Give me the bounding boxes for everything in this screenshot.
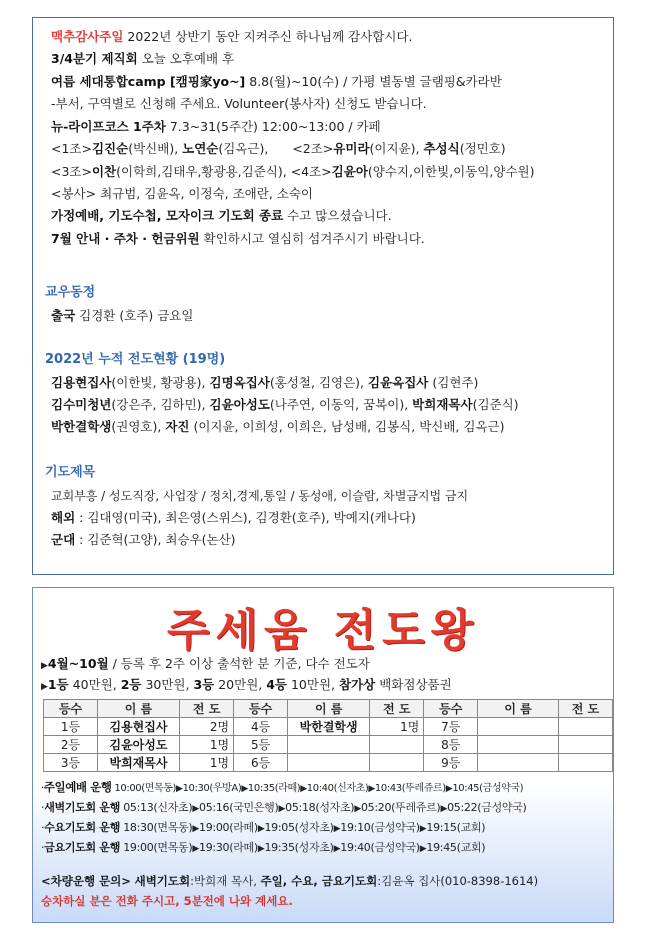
table-cell: 2명 xyxy=(180,718,234,736)
dawn-bus-label: 새벽기도회 운행 xyxy=(44,801,121,814)
group-4-leader: 김윤아 xyxy=(331,164,368,179)
table-header-cell: 등수 xyxy=(234,700,288,718)
table-cell: 김윤아성도 xyxy=(97,736,179,754)
life-course-text: 7.3~31(5주간) 12:00~13:00 / 카페 xyxy=(165,119,381,134)
table-cell: 8등 xyxy=(424,736,478,754)
closing-text: 수고 많으셨습니다. xyxy=(283,208,392,223)
triangle-right-icon: ▶ xyxy=(257,824,265,834)
evangelist-note: (이지윤, 이희성, 이희은, 남성배, 김봉식, 박신배, 김옥근) xyxy=(189,419,505,434)
table-cell: 1명 xyxy=(180,736,234,754)
dawn-bus-line xyxy=(41,799,527,815)
prayer-overseas xyxy=(51,509,416,527)
camp-line-2 xyxy=(51,95,427,113)
group-4-label: <4조> xyxy=(290,164,332,179)
evangelist-note: (나주연, 이동익, 꿈복이), xyxy=(269,397,413,412)
prayer-title: 기도제목 xyxy=(45,465,96,480)
king-title: 주세움 전도왕 xyxy=(166,605,480,656)
table-cell: 1등 xyxy=(44,718,98,736)
table-cell xyxy=(558,736,612,754)
group-4-note: (양수지,이한빛,이동익,양수원) xyxy=(367,164,535,179)
group-1-label: <1조> xyxy=(51,141,92,156)
camp-line xyxy=(51,73,502,91)
table-cell: 5등 xyxy=(234,736,288,754)
triangle-right-icon: ▶ xyxy=(445,784,453,794)
triangle-right-icon: ▶ xyxy=(192,824,200,834)
stop: 19:45(교회) xyxy=(426,841,486,854)
table-cell xyxy=(478,718,559,736)
evangelist-note: (김준식) xyxy=(472,397,519,412)
triangle-right-icon: ▶ xyxy=(300,784,307,794)
wednesday-bus-line xyxy=(41,819,485,835)
alumni-item-text: 김경환 (호주) 금요일 xyxy=(75,308,194,323)
group-3-note: (이학희,김태우,황광용,김준식), xyxy=(116,164,287,179)
prize-1-text: 40만원, xyxy=(68,677,121,692)
prize-3-text: 20만원, xyxy=(214,677,267,692)
stop: 10:45(금성약국) xyxy=(452,783,524,794)
contact-line xyxy=(41,873,538,889)
table-cell xyxy=(558,718,612,736)
evangelism-king-box xyxy=(32,587,614,923)
stop: 18:30(면목동) xyxy=(123,821,193,834)
evangelism-title: 2022년 누적 전도현황 (19명) xyxy=(45,352,226,367)
evangelist-note: (권영호), xyxy=(111,419,166,434)
contact-other-label: 주일, 수요, 금요기도회 xyxy=(260,874,378,888)
camp-text-2: -부서, 구역별로 신청해 주세요. Volunteer(봉사자) 신청도 받습니다. xyxy=(51,96,427,111)
alumni-item-label: 출국 xyxy=(51,308,76,323)
triangle-right-icon: ▶ xyxy=(278,804,286,814)
group-2-leader: 유미라 xyxy=(333,141,370,156)
triangle-right-icon: ▶ xyxy=(368,784,375,794)
table-cell: 4등 xyxy=(234,718,288,736)
stop: 19:40(금성약국) xyxy=(340,841,420,854)
king-rule-1 xyxy=(41,654,370,672)
stop: 19:15(교회) xyxy=(426,821,486,834)
table-cell xyxy=(288,736,370,754)
overseas-text: : 김대영(미국), 최은영(스위스), 김경환(호주), 박예지(캐나다) xyxy=(75,510,416,525)
evangelist-name: 김수미청년 xyxy=(51,397,112,412)
bullet: · xyxy=(41,783,44,794)
stop: 19:05(성자초) xyxy=(264,821,334,834)
stop: 19:35(성자초) xyxy=(264,841,334,854)
table-cell xyxy=(370,754,424,772)
table-cell xyxy=(288,754,370,772)
evangelism-row-2 xyxy=(51,396,519,414)
bullet: · xyxy=(41,841,45,854)
stop: 05:13(신자초) xyxy=(123,801,193,814)
evangelist-name: 김윤아성도 xyxy=(209,397,270,412)
stop: 05:16(국민은행) xyxy=(199,801,279,814)
camp-label: 여름 세대통합camp [캠핑家yo~] xyxy=(51,74,246,89)
table-cell xyxy=(478,754,559,772)
table-cell: 박한결학생 xyxy=(288,718,370,736)
table-row xyxy=(44,754,613,772)
table-row xyxy=(44,718,613,736)
life-course-label: 뉴-라이프코스 1주차 xyxy=(51,119,166,134)
stop: 10:43(뚜레쥬르) xyxy=(374,783,446,794)
table-header-cell: 전 도 xyxy=(180,700,234,718)
table-cell: 박희재목사 xyxy=(97,754,179,772)
table-header-cell: 이 름 xyxy=(288,700,370,718)
thanks-line xyxy=(51,28,413,46)
table-cell xyxy=(558,754,612,772)
group-2-member-note: (정민호) xyxy=(459,141,506,156)
evangelist-note: (김현주) xyxy=(428,375,479,390)
prize-participation-text: 백화점상품권 xyxy=(375,677,452,692)
stop: 10:40(신자초) xyxy=(306,783,369,794)
stop: 19:10(금성약국) xyxy=(340,821,420,834)
group-1-leader-note: (박신배), xyxy=(128,141,183,156)
stop: 19:00(라떼) xyxy=(199,821,258,834)
group-2-leader-note: (이지윤), xyxy=(369,141,424,156)
announcement-box xyxy=(32,17,614,575)
table-cell: 7등 xyxy=(424,718,478,736)
alumni-title: 교우동정 xyxy=(45,285,96,300)
evangelist-name: 자진 xyxy=(165,419,190,434)
table-header-row xyxy=(44,700,613,718)
group-1-member-note: (김옥근), xyxy=(218,141,269,156)
group-1-member: 노연순 xyxy=(182,141,219,156)
thanks-text: 2022년 상반기 동안 지켜주신 하나님께 감사합시다. xyxy=(123,29,413,44)
friday-bus-line xyxy=(41,839,485,855)
military-text: : 김준혁(고양), 최승우(논산) xyxy=(75,532,236,547)
july-label: 7월 안내 · 주차 · 헌금위원 xyxy=(51,231,200,246)
prize-3-label: 3등 xyxy=(193,677,215,692)
table-cell: 3등 xyxy=(44,754,98,772)
prize-4-text: 10만원, xyxy=(287,677,339,692)
prize-2-label: 2등 xyxy=(120,677,142,692)
bullet: · xyxy=(41,821,45,834)
table-header-cell: 등수 xyxy=(424,700,478,718)
table-header-cell: 이 름 xyxy=(478,700,559,718)
group-3-leader: 이찬 xyxy=(91,164,117,179)
triangle-right-icon: ▶ xyxy=(41,661,48,671)
king-rule-2 xyxy=(41,675,452,693)
volunteer-line xyxy=(51,185,313,203)
overseas-label: 해외 xyxy=(51,510,76,525)
prize-1-label: 1등 xyxy=(47,677,69,692)
triangle-right-icon: ▶ xyxy=(419,824,427,834)
evangelism-row-1 xyxy=(51,374,478,392)
stop: 05:22(금성약국) xyxy=(447,801,527,814)
group-3-label: <3조> xyxy=(51,164,92,179)
group-1-leader: 김진순 xyxy=(91,141,129,156)
closing-line xyxy=(51,207,392,225)
stop: 10:35(라떼) xyxy=(247,783,301,794)
thanks-label: 맥추감사주일 xyxy=(51,29,124,44)
bullet: · xyxy=(41,801,45,814)
july-text: 확인하시고 열심히 섬겨주시기 바랍니다. xyxy=(199,231,425,246)
evangelist-name: 김용현집사 xyxy=(51,375,112,390)
triangle-right-icon: ▶ xyxy=(257,844,265,854)
evangelism-row-3 xyxy=(51,418,504,436)
table-cell xyxy=(370,736,424,754)
triangle-right-icon: ▶ xyxy=(333,824,341,834)
table-cell: 1명 xyxy=(370,718,424,736)
table-cell xyxy=(478,736,559,754)
triangle-right-icon: ▶ xyxy=(192,844,200,854)
july-line xyxy=(51,230,425,248)
table-cell: 9등 xyxy=(424,754,478,772)
prayer-general: 교회부흥 / 성도직장, 사업장 / 정치,경제,통일 / 동성애, 이슬람, 차별금지법 금지 xyxy=(51,489,469,503)
volunteer-text: 최규범, 김윤옥, 이정숙, 조애란, 소숙이 xyxy=(96,186,313,201)
triangle-right-icon: ▶ xyxy=(176,784,183,794)
contact-dawn-text: :박희재 목사, xyxy=(190,874,261,888)
rule-1-label: 4월~10월 xyxy=(47,656,109,671)
table-header-cell: 등수 xyxy=(44,700,98,718)
stop: 19:30(라떼) xyxy=(199,841,258,854)
stop: 10:00(면목동) xyxy=(114,783,177,794)
life-course-line xyxy=(51,118,381,136)
evangelist-name: 박한결학생 xyxy=(51,419,112,434)
contact-other-text: :김윤옥 집사(010-8398-1614) xyxy=(377,874,539,888)
stop: 10:30(우방A) xyxy=(182,783,242,794)
stop: 05:20(뚜레쥬르) xyxy=(360,801,441,814)
sunday-bus-line xyxy=(41,779,523,795)
contact-label: <차량운행 문의> xyxy=(41,874,131,888)
table-cell: 6등 xyxy=(234,754,288,772)
sunday-bus-label: 주일예배 운행 xyxy=(43,780,112,794)
triangle-right-icon: ▶ xyxy=(419,844,427,854)
friday-bus-label: 금요기도회 운행 xyxy=(44,841,121,854)
quarter-text: 오늘 오후예배 후 xyxy=(137,51,235,66)
camp-text: 8.8(월)~10(수) / 가평 별동별 글램핑&카라반 xyxy=(245,74,502,89)
group-line-2 xyxy=(51,163,534,181)
triangle-right-icon: ▶ xyxy=(333,844,341,854)
quarter-line xyxy=(51,50,234,68)
triangle-right-icon: ▶ xyxy=(354,804,361,814)
stop: 19:00(면목동) xyxy=(123,841,193,854)
contact-dawn-label: 새벽기도회 xyxy=(134,874,191,888)
evangelist-name: 김명옥집사 xyxy=(209,375,270,390)
table-header-cell: 전 도 xyxy=(370,700,424,718)
rule-1-text: / 등록 후 2주 이상 출석한 분 기준, 다수 전도자 xyxy=(108,656,370,671)
triangle-right-icon: ▶ xyxy=(440,804,448,814)
evangelist-name: 박희재목사 xyxy=(412,397,473,412)
boarding-notice: 승차하실 분은 전화 주시고, 5분전에 나와 계세요. xyxy=(41,894,293,908)
prayer-military xyxy=(51,531,236,549)
table-row xyxy=(44,736,613,754)
alumni-line xyxy=(51,307,193,325)
evangelist-note: (이한빛, 황광용), xyxy=(111,375,210,390)
evangelist-name: 김윤옥집사 xyxy=(368,375,429,390)
volunteer-label: <봉사> xyxy=(51,186,97,201)
prize-participation-label: 참가상 xyxy=(338,677,376,692)
triangle-right-icon: ▶ xyxy=(192,804,200,814)
prize-2-text: 30만원, xyxy=(141,677,194,692)
ranking-table xyxy=(43,699,613,772)
military-label: 군대 xyxy=(51,532,76,547)
stop: 05:18(성자초) xyxy=(285,801,355,814)
triangle-right-icon: ▶ xyxy=(241,784,248,794)
table-header-cell: 이 름 xyxy=(97,700,179,718)
group-line-1 xyxy=(51,140,506,158)
evangelist-note: (홍성철, 김영은), xyxy=(269,375,368,390)
wednesday-bus-label: 수요기도회 운행 xyxy=(44,821,121,834)
triangle-right-icon: ▶ xyxy=(41,682,48,692)
evangelist-note: (강은주, 김하민), xyxy=(111,397,210,412)
prize-4-label: 4등 xyxy=(266,677,287,692)
quarter-label: 3/4분기 제직회 xyxy=(51,51,138,66)
table-cell: 2등 xyxy=(44,736,98,754)
group-2-label: <2조> xyxy=(292,141,334,156)
table-cell: 김용현집사 xyxy=(97,718,179,736)
closing-label: 가정예배, 기도수첩, 모자이크 기도회 종료 xyxy=(51,208,284,223)
group-2-member: 추성식 xyxy=(423,141,460,156)
table-header-cell: 전 도 xyxy=(558,700,612,718)
table-cell: 1명 xyxy=(180,754,234,772)
